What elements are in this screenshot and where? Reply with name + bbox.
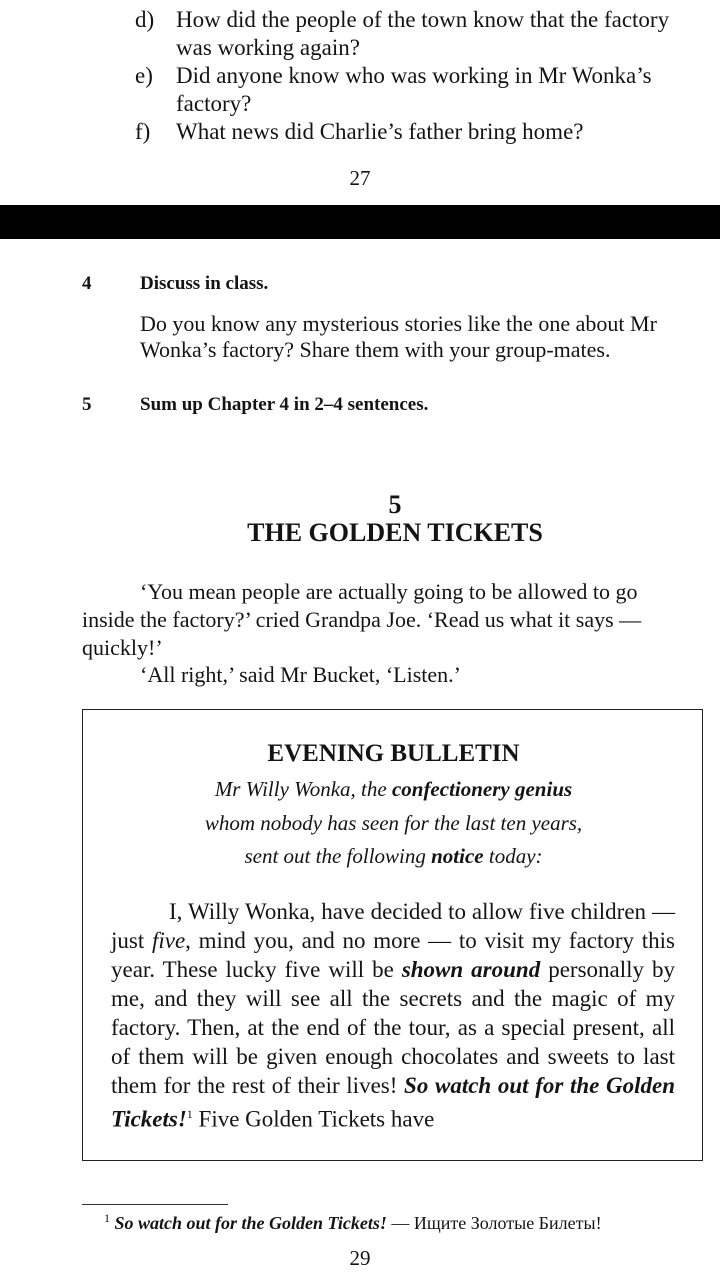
exercise-4-title: Discuss in class. xyxy=(140,273,269,294)
exercise-5-title: Sum up Chapter 4 in 2–4 sentences. xyxy=(140,394,429,415)
bulletin-subtitle-line: whom nobody has seen for the last ten years, xyxy=(204,811,583,835)
story-line: inside the factory?’ cried Grandpa Joe. ‘Read us what it says — xyxy=(82,607,642,632)
bulletin-notice-text: I, Willy Wonka, have decided to allow five children — just five, mind you, and no more — to visit my factory this year. These lucky five will be shown around personally by me, and they will see all the secrets and the magic of my factory. Then, at the end of the tour, as a special present, all of them will be given enough chocolates and sweets to last them for the rest of their lives! So watch out for the Golden Tickets!$^1$ Five Golden Tickets have xyxy=(111,899,675,1132)
exercise-4-text-line1: Do you know any mysterious stories like the one about Mr xyxy=(140,311,657,336)
story-line: ‘All right,’ said Mr Bucket, ‘Listen.’ xyxy=(140,662,461,687)
bulletin-subtitle-line: sent out the following notice today: xyxy=(244,844,543,868)
footnote: $^1$ So watch out for the Golden Tickets! — Ищите Золотые Билеты! xyxy=(104,1211,602,1233)
exercise-4-number: 4 xyxy=(82,273,92,294)
bulletin-title: EVENING BULLETIN xyxy=(267,740,520,767)
page-number-bottom: 29 xyxy=(349,1246,371,1270)
question-text: Did anyone know who was working in Mr Wonka’s xyxy=(176,63,652,88)
evening-bulletin-box xyxy=(82,709,703,1161)
page-divider-bar xyxy=(0,205,720,239)
exercise-4-text-line2: Wonka’s factory? Share them with your group-mates. xyxy=(140,337,611,362)
question-text: was working again? xyxy=(176,35,360,60)
chapter-title: THE GOLDEN TICKETS xyxy=(247,518,543,547)
question-text: How did the people of the town know that the factory xyxy=(176,7,670,32)
question-text: What news did Charlie’s father bring home? xyxy=(176,119,584,144)
story-line: quickly!’ xyxy=(82,635,163,660)
story-line: ‘You mean people are actually going to be allowed to go xyxy=(140,579,638,604)
question-text: factory? xyxy=(176,91,252,116)
exercise-5-number: 5 xyxy=(82,394,92,415)
question-label: d) xyxy=(135,7,155,32)
bulletin-subtitle-line: Mr Willy Wonka, the confectionery genius xyxy=(214,777,573,801)
question-label: e) xyxy=(135,63,153,88)
footnote-rule xyxy=(82,1204,228,1205)
question-label: f) xyxy=(135,119,151,144)
chapter-number: 5 xyxy=(388,490,402,519)
page-number-top: 27 xyxy=(349,166,371,190)
